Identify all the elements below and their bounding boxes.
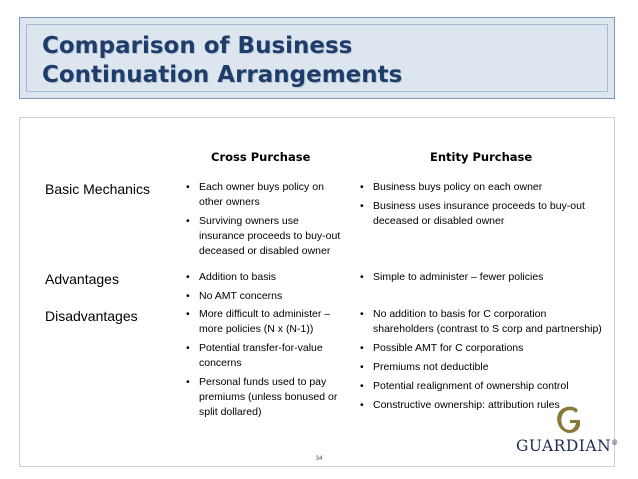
list-item: • Possible AMT for C corporations xyxy=(359,341,609,356)
list-item: • Constructive ownership: attribution rules xyxy=(359,398,609,413)
list-item: • No AMT concerns xyxy=(185,289,345,304)
row-label-basic-mechanics: Basic Mechanics xyxy=(45,181,151,197)
cross-basic-mechanics-list xyxy=(185,180,345,263)
list-item: • Personal funds used to pay premiums (unless bonused or split dollared) xyxy=(185,375,345,420)
entity-advantages-list xyxy=(359,270,599,289)
row-label-disadvantages: Disadvantages xyxy=(45,308,138,324)
entity-basic-mechanics-list xyxy=(359,180,599,233)
logo-wordmark: GUARDIAN xyxy=(516,437,612,455)
guardian-logo xyxy=(516,437,619,455)
list-item: • Potential transfer-for-value concerns xyxy=(185,341,345,371)
list-item: • More difficult to administer – more policies (N x (N-1)) xyxy=(185,307,345,337)
list-item: • Simple to administer – fewer policies xyxy=(359,270,599,285)
list-item: • No addition to basis for C corporation shareholders (contrast to S corp and partnership) xyxy=(359,307,609,337)
trademark-symbol: ® xyxy=(611,438,619,447)
row-label-advantages: Advantages xyxy=(45,271,119,287)
list-item: • Each owner buys policy on other owners xyxy=(185,180,345,210)
list-item: • Business uses insurance proceeds to buy-out deceased or disabled owner xyxy=(359,199,599,229)
list-item: • Business buys policy on each owner xyxy=(359,180,599,195)
column-header-cross-purchase: Cross Purchase xyxy=(211,150,311,164)
entity-disadvantages-list xyxy=(359,307,609,417)
title-banner xyxy=(19,17,615,99)
list-item: • Premiums not deductible xyxy=(359,360,609,375)
page-number: 34 xyxy=(315,455,323,462)
cross-disadvantages-list xyxy=(185,307,345,424)
slide-title xyxy=(42,32,402,90)
cross-advantages-list xyxy=(185,270,345,308)
list-item: • Addition to basis xyxy=(185,270,345,285)
slide-title-line2: Continuation Arrangements xyxy=(42,62,403,88)
list-item: • Potential realignment of ownership control xyxy=(359,379,609,394)
column-header-entity-purchase: Entity Purchase xyxy=(430,150,533,164)
guardian-g-icon xyxy=(554,404,584,436)
slide-title-line1: Comparison of Business xyxy=(42,33,353,59)
list-item: • Surviving owners use insurance proceeds to buy-out deceased or disabled owner xyxy=(185,214,345,259)
